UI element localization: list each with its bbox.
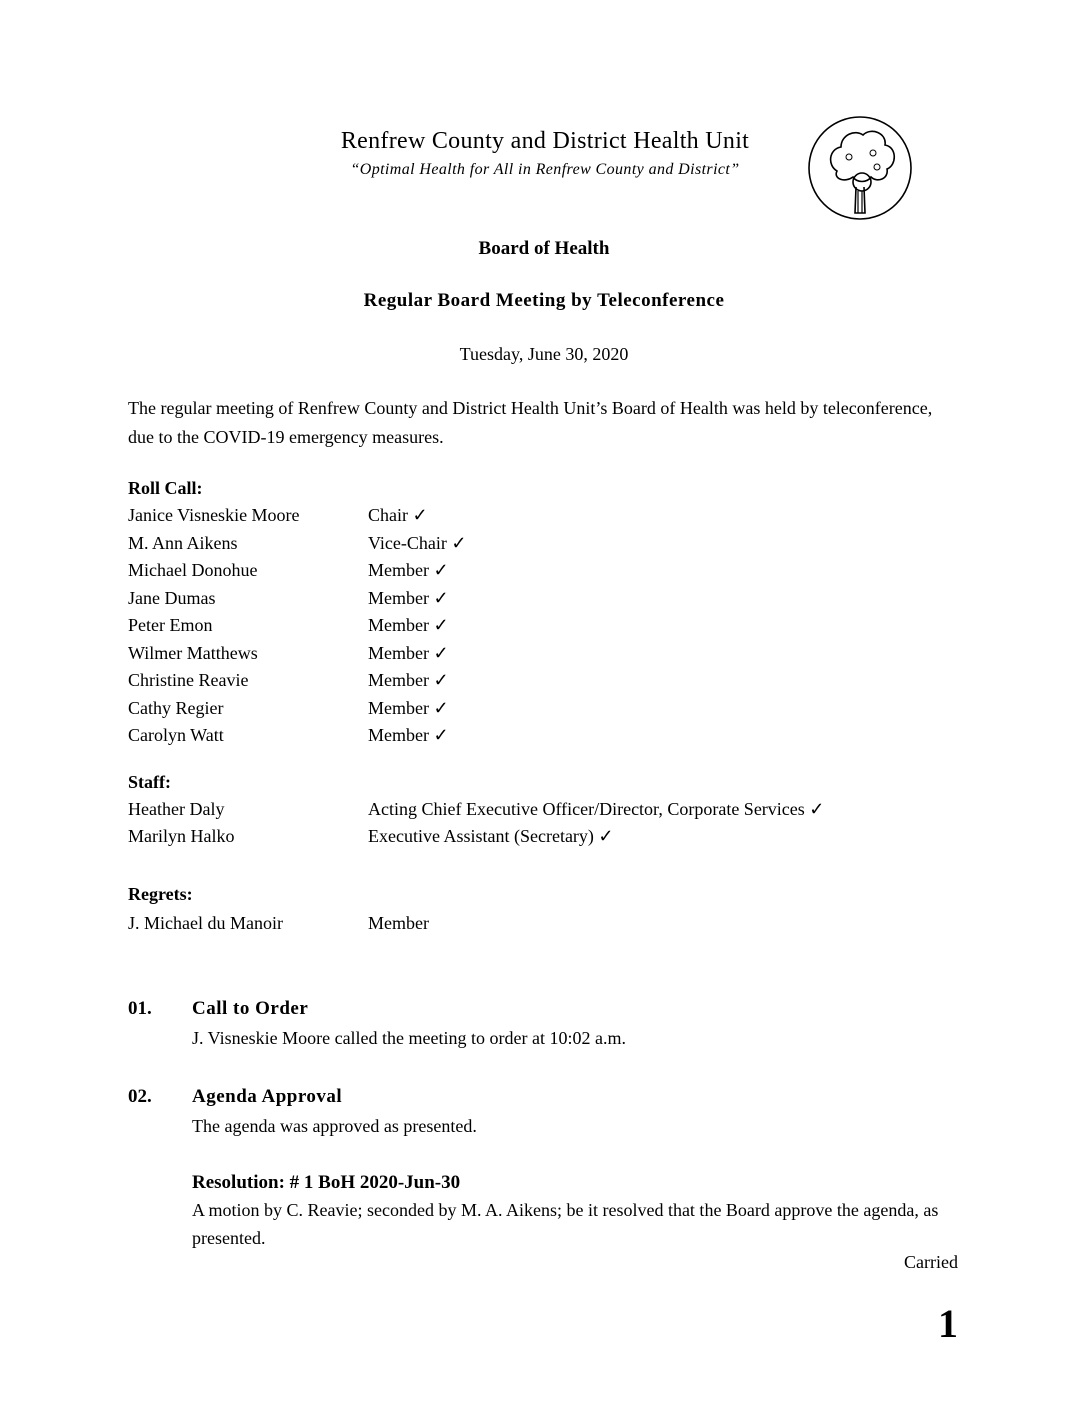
member-name: Peter Emon [128,615,213,635]
page-number: 1 [938,1301,958,1346]
member-role: Member ✓ [368,725,449,745]
item-title: Call to Order [192,998,309,1019]
member-name: M. Ann Aikens [128,533,238,553]
item-text: The agenda was approved as presented. [192,1116,477,1136]
staff-role: Executive Assistant (Secretary) ✓ [368,826,614,846]
regrets-name: J. Michael du Manoir [128,913,283,933]
member-name: Michael Donohue [128,560,258,580]
member-role: Member ✓ [368,615,449,635]
resolution-text: A motion by C. Reavie; seconded by M. A. Aikens; be it resolved that the Board approve the agenda, as presented. [192,1200,939,1248]
member-role: Member ✓ [368,588,449,608]
member-role: Member ✓ [368,560,449,580]
resolution-heading: Resolution: # 1 BoH 2020-Jun-30 [192,1172,461,1193]
item-text: J. Visneskie Moore called the meeting to order at 10:02 a.m. [192,1028,626,1048]
staff-role: Acting Chief Executive Officer/Director, Corporate Services ✓ [368,799,825,819]
tree-logo-icon [807,113,913,223]
item-number: 01. [128,998,152,1019]
regrets-role: Member [368,913,429,933]
member-role: Member ✓ [368,670,449,690]
member-name: Janice Visneskie Moore [128,505,300,525]
roll-call-heading: Roll Call: [128,478,203,498]
staff-name: Heather Daly [128,799,225,819]
member-name: Carolyn Watt [128,725,224,745]
regrets-heading: Regrets: [128,884,193,904]
staff-heading: Staff: [128,772,171,792]
member-role: Member ✓ [368,698,449,718]
item-title: Agenda Approval [192,1086,343,1107]
board-title: Board of Health [478,238,610,259]
member-name: Jane Dumas [128,588,216,608]
staff-name: Marilyn Halko [128,826,235,846]
org-tagline: “Optimal Health for All in Renfrew County and District” [350,161,740,178]
meeting-title: Regular Board Meeting by Teleconference [363,290,725,311]
item-number: 02. [128,1086,152,1107]
member-role: Chair ✓ [368,505,428,525]
member-name: Christine Reavie [128,670,249,690]
meeting-date: Tuesday, June 30, 2020 [459,344,629,364]
resolution-status: Carried [904,1252,958,1272]
member-role: Member ✓ [368,643,449,663]
org-header [300,128,790,179]
member-role: Vice-Chair ✓ [368,533,467,553]
org-name: Renfrew County and District Health Unit [340,128,750,154]
intro-paragraph: The regular meeting of Renfrew County and District Health Unit’s Board of Health was held by teleconference, due to the COVID-19 emergency measures. [128,398,933,447]
member-name: Wilmer Matthews [128,643,258,663]
member-name: Cathy Regier [128,698,224,718]
